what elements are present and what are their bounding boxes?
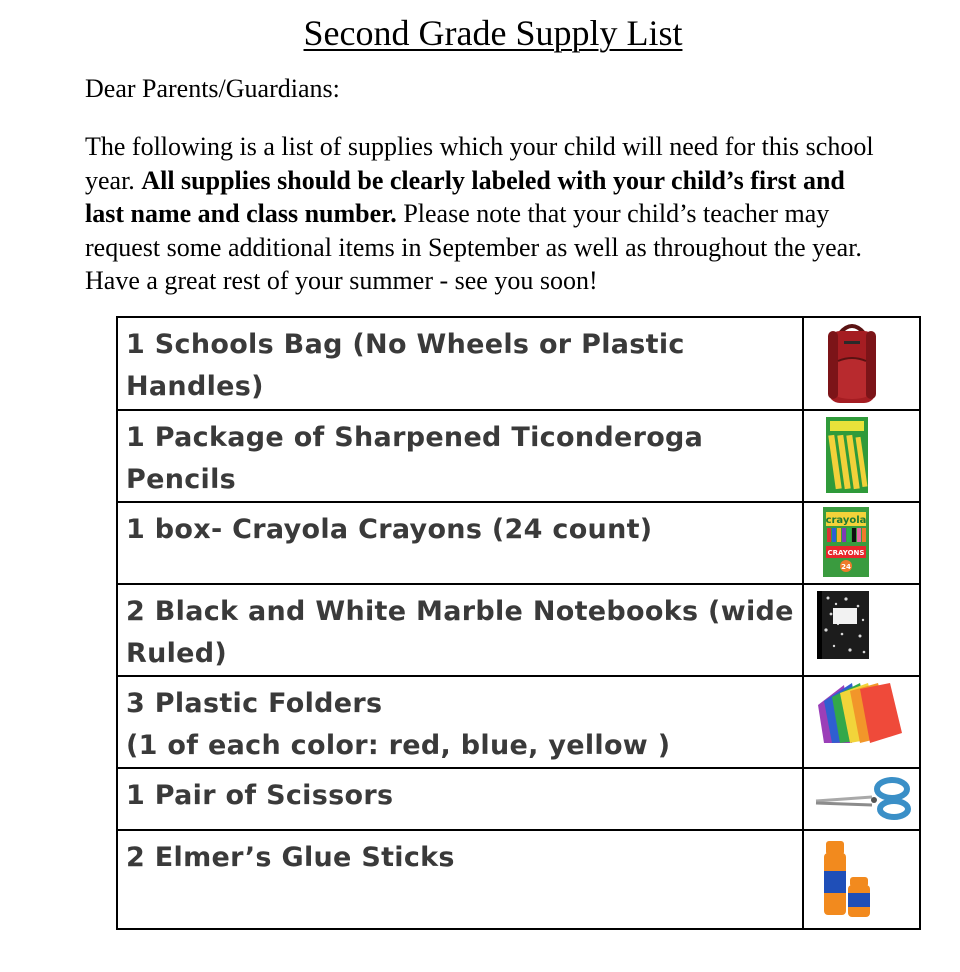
supply-item: 1 Pair of Scissors — [117, 768, 803, 830]
crayon-count-label: 24 — [841, 563, 851, 571]
pencils-icon — [824, 415, 872, 495]
supply-image-cell — [803, 676, 920, 768]
supply-item: 1 box- Crayola Crayons (24 count) — [117, 502, 803, 584]
scissors-icon — [814, 777, 912, 821]
table-row — [117, 317, 920, 410]
supply-item-line-2: (1 of each color: red, blue, yellow ) — [126, 730, 671, 761]
table-row — [117, 830, 920, 929]
supply-image-cell — [803, 768, 920, 830]
supply-item — [117, 676, 803, 768]
folders-icon — [814, 681, 906, 745]
supply-item: 2 Elmer’s Glue Sticks — [117, 830, 803, 929]
table-row — [117, 502, 920, 584]
crayon-box-label: CRAYONS — [827, 549, 865, 557]
table-row — [117, 676, 920, 768]
supply-item-line-1: 3 Plastic Folders — [126, 688, 383, 719]
notebook-icon — [816, 590, 870, 660]
page-title: Second Grade Supply List — [303, 13, 683, 53]
supply-image-cell — [803, 317, 920, 410]
table-row — [117, 584, 920, 676]
supply-item: 1 Schools Bag (No Wheels or Plastic Handles) — [117, 317, 803, 410]
supply-image-cell — [803, 830, 920, 929]
crayon-brand-text: crayola — [825, 515, 867, 526]
supply-table — [116, 316, 921, 930]
intro-text-2: Please note that your child’s teacher may request some additional items in September as well as throughout the year. Have a great rest of your summer - see you soon! — [85, 199, 862, 295]
table-row — [117, 768, 920, 830]
intro-bold-text: All supplies should be clearly labeled with your child’s first and last name and class number. — [85, 165, 845, 228]
supply-image-cell — [803, 502, 920, 584]
intro-text-1: The following is a list of supplies which your child will need for this school year. — [85, 132, 874, 195]
greeting: Dear Parents/Guardians: — [85, 74, 340, 103]
supply-image-cell — [803, 410, 920, 502]
crayons-icon — [822, 506, 870, 578]
intro-paragraph — [85, 130, 885, 298]
supply-item: 1 Package of Sharpened Ticonderoga Pencils — [117, 410, 803, 502]
backpack-icon — [822, 321, 882, 405]
glue-stick-icon — [820, 837, 874, 921]
supply-image-cell — [803, 584, 920, 676]
table-row — [117, 410, 920, 502]
supply-item: 2 Black and White Marble Notebooks (wide Ruled) — [117, 584, 803, 676]
